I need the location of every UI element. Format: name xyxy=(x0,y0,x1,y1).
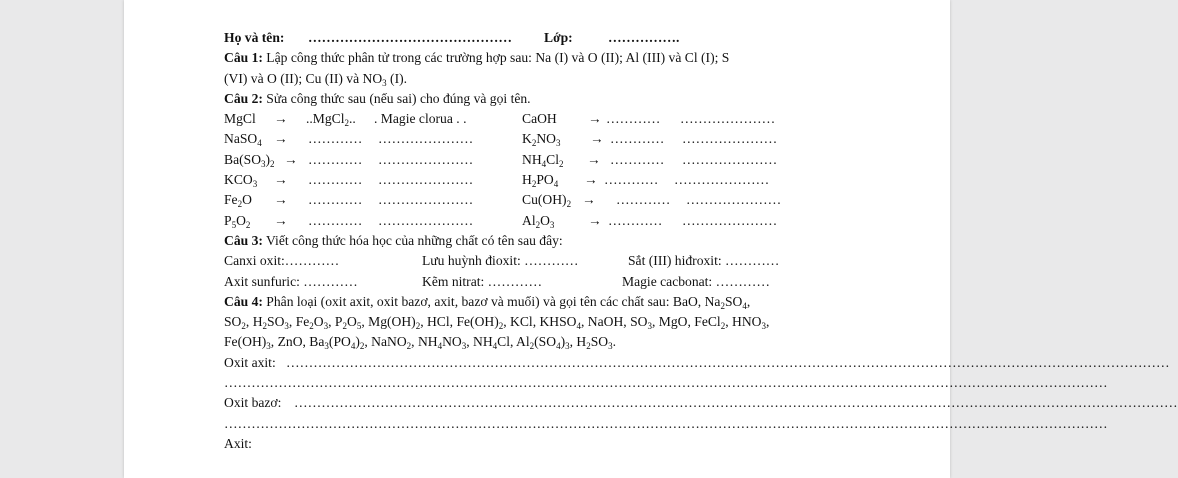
q4-title: Câu 4: xyxy=(224,293,263,309)
oxit-bazo-label: Oxit bazơ: xyxy=(224,395,282,411)
formula: $P_5O_2$ xyxy=(224,212,251,230)
formula: $Ba(SO_3)_2$ xyxy=(224,151,275,169)
q4-sub: 2 xyxy=(720,300,725,311)
answer-dots: ………………… xyxy=(378,212,474,228)
example-name: . Magie clorua . . xyxy=(374,111,467,127)
answer-dots: ………… xyxy=(604,172,659,188)
answer-dots: ………………… xyxy=(682,131,778,147)
q2-row xyxy=(224,170,864,190)
name-label: Họ và tên: xyxy=(224,30,285,45)
formula: $H_2PO_4$ xyxy=(522,172,559,190)
q3-row-2 xyxy=(224,272,864,292)
answer-dots: ………………… xyxy=(378,172,474,188)
q1-title: Câu 1: xyxy=(224,50,263,66)
q3-item: Sắt (III) hiđroxit: ………… xyxy=(628,253,780,269)
q3-text: Viết công thức hóa học của những chất có tên sau đây: xyxy=(262,232,563,248)
formula: MgCl xyxy=(224,111,256,127)
class-label: Lớp: xyxy=(544,30,573,45)
answer-dots: ………… xyxy=(610,151,665,167)
answer-dots: ………………… xyxy=(686,192,782,208)
answer-dots: ………… xyxy=(608,212,663,228)
q1-line1 xyxy=(224,48,864,68)
axit-label: Axit: xyxy=(224,435,252,451)
header-line xyxy=(224,28,864,48)
q3-item: Lưu huỳnh đioxit: ………… xyxy=(422,253,579,269)
q4-line1 xyxy=(224,292,864,312)
blank-answer-line xyxy=(224,414,1108,434)
worksheet-content xyxy=(224,28,1178,454)
formula: $Al_2O_3$ xyxy=(522,212,555,230)
q4-tail: , xyxy=(746,293,751,309)
answer-dots: ………………… xyxy=(674,172,770,188)
arrow-icon: → xyxy=(590,131,604,147)
q1-text-end: (I). xyxy=(386,70,408,86)
q3-item: Magie cacbonat: ………… xyxy=(622,273,770,289)
answer-dots: ………… xyxy=(606,111,661,127)
oxit-axit-line xyxy=(224,353,1170,373)
answer-dots: ………… xyxy=(616,192,671,208)
document-page xyxy=(124,0,1178,478)
formula: $Cu(OH)_2$ xyxy=(522,192,572,210)
q2-row xyxy=(224,150,864,170)
answer-dots: ………………… xyxy=(680,111,776,127)
q2-title: Câu 2: xyxy=(224,90,263,106)
arrow-icon: → xyxy=(584,172,598,188)
arrow-icon: → xyxy=(274,111,288,127)
oxit-bazo-line xyxy=(224,393,1178,413)
answer-dots: ………… xyxy=(308,131,363,147)
arrow-icon: → xyxy=(588,212,602,228)
q4-formulas-2: $SO_2$, $H_2SO_3$, $Fe_2O_3$, $P_2O_5$, $Mg(OH)_2$, HCl, $Fe(OH)_2$, KCl, $KHSO_4$, NaOH, $SO_3$, MgO, FeCl$_2$, $HNO_3$, xyxy=(224,314,770,332)
answer-dots: …………………………………………………………………………………………………………………………………………………………………………… xyxy=(286,354,1170,370)
q2-rows xyxy=(224,109,864,231)
axit-line xyxy=(224,434,864,454)
q3-row-1 xyxy=(224,251,864,271)
q1-sub: 3 xyxy=(382,77,387,88)
formula: $KCO_3$ xyxy=(224,172,258,190)
example-fix: ..MgCl$_2$.. xyxy=(306,111,356,129)
arrow-icon: → xyxy=(582,192,596,208)
answer-dots: …………………………………………………………………………………………………………………………………………………………………………… xyxy=(224,415,1108,431)
answer-dots: ………………… xyxy=(378,131,474,147)
arrow-icon: → xyxy=(587,151,601,167)
arrow-icon: → xyxy=(274,172,288,188)
answer-dots: …………………………………………………………………………………………………………………………………………………………………………… xyxy=(294,395,1178,411)
q4-line3 xyxy=(224,332,864,352)
formula: CaOH xyxy=(522,111,557,127)
answer-dots: …………………………………………………………………………………………………………………………………………………………………………… xyxy=(224,375,1108,391)
answer-dots: ………… xyxy=(308,151,363,167)
q2-text: Sửa công thức sau (nếu sai) cho đúng và gọi tên. xyxy=(262,90,531,106)
q1-text-2: (VI) và O (II); Cu (II) và NO xyxy=(224,70,383,86)
name-dots: ……………………………………… xyxy=(308,30,512,45)
answer-dots: ………… xyxy=(308,172,363,188)
answer-dots: ………………… xyxy=(378,151,474,167)
formula: $NH_4Cl_2$ xyxy=(522,151,564,169)
q2-row xyxy=(224,211,864,231)
q3-title: Câu 3: xyxy=(224,232,263,248)
q4-sub2: 4 xyxy=(742,300,747,311)
q4-formulas-3: $Fe(OH)_3$, ZnO, $Ba_3(PO_4)_2$, NaNO$_2$, $NH_4NO_3$, $NH_4Cl$, $Al_2(SO_4)_3$, $H_2SO_3$. xyxy=(224,334,617,352)
answer-dots: ………… xyxy=(610,131,665,147)
arrow-icon: → xyxy=(274,192,288,208)
formula: $K_2NO_3$ xyxy=(522,131,561,149)
formula: NaSO$_4$ xyxy=(224,131,262,149)
answer-dots: ………… xyxy=(308,192,363,208)
arrow-icon: → xyxy=(284,151,298,167)
q4-line2 xyxy=(224,312,864,332)
blank-answer-line xyxy=(224,373,1108,393)
q3-item: Canxi oxit:………… xyxy=(224,253,340,269)
q2-title-line xyxy=(224,89,864,109)
q3-item: Kẽm nitrat: ………… xyxy=(422,273,543,289)
answer-dots: ………………… xyxy=(378,192,474,208)
arrow-icon: → xyxy=(588,111,602,127)
answer-dots: ………………… xyxy=(682,151,778,167)
class-dots: ……………. xyxy=(608,30,680,45)
q3-item: Axit sunfuric: ………… xyxy=(224,273,358,289)
q2-row xyxy=(224,109,864,129)
q1-text: Lập công thức phân tử trong các trường hợp sau: Na (I) và O (II); Al (III) và Cl (I); S xyxy=(262,50,730,66)
answer-dots: ………………… xyxy=(682,212,778,228)
q2-row xyxy=(224,190,864,210)
oxit-axit-label: Oxit axit: xyxy=(224,354,276,370)
formula: $Fe_2O$ xyxy=(224,192,252,210)
q2-row xyxy=(224,129,864,149)
answer-dots: ………… xyxy=(308,212,363,228)
q4-text: Phân loại (oxit axit, oxit bazơ, axit, bazơ và muối) và gọi tên các chất sau: BaO, Na xyxy=(262,293,721,309)
arrow-icon: → xyxy=(274,131,288,147)
arrow-icon: → xyxy=(274,212,288,228)
q3-title-line xyxy=(224,231,864,251)
q1-line2 xyxy=(224,69,864,89)
q4-text-end: SO xyxy=(724,293,743,309)
